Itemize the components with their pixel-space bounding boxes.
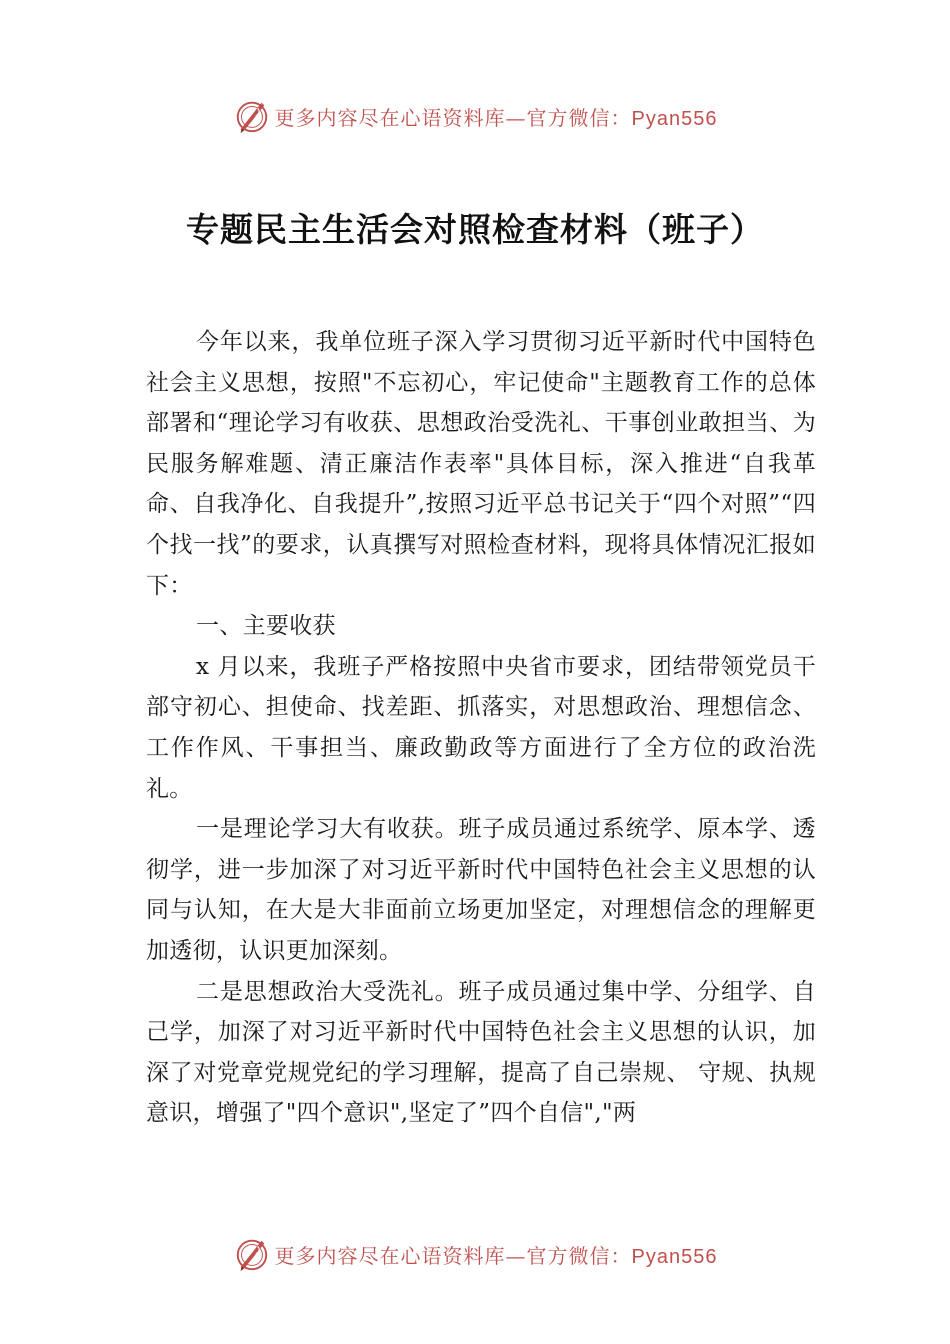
watermark-label: 更多内容尽在心语资料库—官方微信： [274, 105, 632, 130]
paragraph-intro: 今年以来，我单位班子深入学习贯彻习近平新时代中国特色社会主义思想，按照"不忘初心，牢记使命"主题教育工作的总体部署和“理论学习有收获、思想政治受洗礼、干事创业敢担当、为民服务解难题、清正廉洁作表率"具体目标，深入推进“自我革命、自我净化、自我提升”,按照习近平总书记关于“四个对照”“四个找一找”的要求，认真撰写对照检查材料，现将具体情况汇报如下： [146, 329, 816, 599]
footer-watermark [0, 1230, 950, 1278]
document-title: 专题民主生活会对照检查材料（班子） [186, 210, 764, 249]
wechat-id: Pyan556 [631, 107, 718, 130]
wechat-id: Pyan556 [631, 1245, 718, 1268]
watermark-label: 更多内容尽在心语资料库—官方微信： [274, 1243, 632, 1268]
paragraph-political-thought: 二是思想政治大受洗礼。班子成员通过集中学、分组学、自己学，加深了对习近平新时代中国特色社会主义思想的认识，加深了对党章党规党纪的学习理解，提高了自己崇规、 守规、执规意识，增强了"四个意识",坚定了”四个自信","两 [146, 978, 816, 1127]
quill-pen-logo-icon [233, 97, 271, 135]
document-body [146, 322, 816, 1134]
paragraph-overview: x 月以来，我班子严格按照中央省市要求，团结带领党员干部守初心、担使命、找差距、抓落实，对思想政治、理想信念、工作作风、干事担当、廉政勤政等方面进行了全方位的政治洗礼。 [146, 653, 816, 802]
header-watermark [0, 92, 950, 140]
quill-pen-logo-icon [233, 1235, 271, 1273]
paragraph-theory-study: 一是理论学习大有收获。班子成员通过系统学、原本学、透彻学，进一步加深了对习近平新时代中国特色社会主义思想的认同与认知，在大是大非面前立场更加坚定，对理想信念的理解更加透彻，认识更加深刻。 [146, 816, 816, 964]
section-heading-main-gains: 一、主要收获 [196, 613, 336, 640]
watermark-text [275, 1240, 718, 1269]
watermark-text [275, 102, 718, 131]
